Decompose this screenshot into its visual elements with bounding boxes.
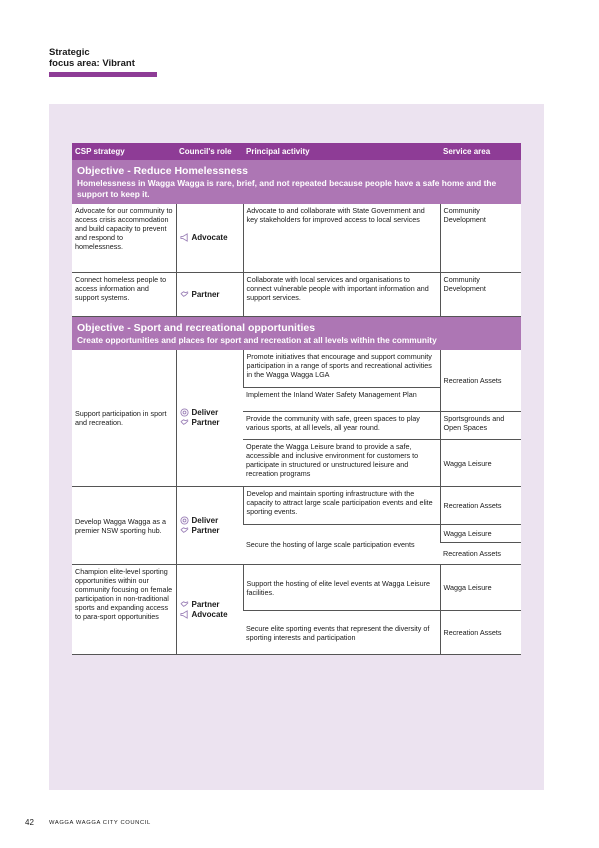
table-row <box>72 272 521 316</box>
activity-cell: Promote initiatives that encourage and support community participation in a range of sports and recreational activities in the Wagga Wagga LGA <box>243 350 440 388</box>
footer-organisation: WAGGA WAGGA CITY COUNCIL <box>49 820 151 826</box>
activity-cell: Collaborate with local services and organisations to connect vulnerable people with important information and support services. <box>243 272 440 316</box>
activity-cell: Provide the community with safe, green spaces to play various sports, at all levels, all year round. <box>243 412 440 440</box>
role-partner <box>180 526 240 535</box>
objective-cell <box>72 160 521 204</box>
service-cell: Recreation Assets <box>440 611 521 655</box>
objective-description: Homelessness in Wagga Wagga is rare, brief, and not repeated because people have a safe home and the support to keep it. <box>77 178 497 199</box>
activity-cell: Secure the hosting of large scale participation events <box>243 525 440 565</box>
header-line-1: Strategic <box>49 47 90 58</box>
role-label: Partner <box>191 289 220 299</box>
objective-description: Create opportunities and places for sport and recreation at all levels within the community <box>77 334 437 345</box>
activity-cell: Develop and maintain sporting infrastructure with the capacity to attract large scale participation events and elite sporting events. <box>243 487 440 525</box>
strategy-cell: Develop Wagga Wagga as a premier NSW sporting hub. <box>72 487 176 565</box>
role-deliver <box>180 516 240 525</box>
service-cell: Wagga Leisure <box>440 525 521 543</box>
strategy-table <box>72 143 521 655</box>
strategy-table-card <box>72 143 521 655</box>
strategy-cell: Support participation in sport and recreation. <box>72 350 176 487</box>
objective-row <box>72 316 521 350</box>
service-cell: Sportsgrounds and Open Spaces <box>440 412 521 440</box>
page-number: 42 <box>25 818 34 827</box>
role-advocate <box>180 233 240 242</box>
col-header-role: Council's role <box>176 143 243 160</box>
objective-title: Objective - Reduce Homelessness <box>77 165 248 177</box>
role-cell <box>176 487 243 565</box>
role-label: Partner <box>191 418 220 428</box>
role-label: Partner <box>191 526 220 535</box>
objective-title: Objective - Sport and recreational opportunities <box>77 321 316 334</box>
role-advocate <box>180 610 240 619</box>
table-row <box>72 487 521 525</box>
role-label: Deliver <box>191 516 219 525</box>
strategy-cell: Connect homeless people to access information and support systems. <box>72 272 176 316</box>
col-header-activity: Principal activity <box>243 143 440 160</box>
service-cell: Wagga Leisure <box>440 440 521 487</box>
megaphone-icon <box>180 610 189 619</box>
role-partner <box>180 418 240 427</box>
role-label: Advocate <box>191 610 228 619</box>
table-row <box>72 565 521 611</box>
role-label: Advocate <box>191 233 228 243</box>
handshake-icon <box>180 290 189 299</box>
role-partner <box>180 600 240 609</box>
role-cell <box>176 272 243 316</box>
table-header-row <box>72 143 521 160</box>
table-row <box>72 204 521 272</box>
section-header <box>49 47 135 69</box>
role-deliver <box>180 408 240 417</box>
service-cell: Recreation Assets <box>440 543 521 565</box>
table-row <box>72 350 521 388</box>
header-line-2: focus area: Vibrant <box>49 58 135 69</box>
activity-cell: Advocate to and collaborate with State Government and key stakeholders for improved access to local services <box>243 204 440 272</box>
activity-cell: Secure elite sporting events that represent the diversity of sporting interests and participation <box>243 611 440 655</box>
activity-cell: Implement the Inland Water Safety Management Plan <box>243 388 440 412</box>
service-cell: Wagga Leisure <box>440 565 521 611</box>
role-cell <box>176 565 243 655</box>
service-cell: Community Development <box>440 204 521 272</box>
col-header-service: Service area <box>440 143 521 160</box>
strategy-cell: Advocate for our community to access crisis accommodation and build capacity to prevent and respond to homelessness. <box>72 204 176 272</box>
strategy-cell: Champion elite-level sporting opportunities within our community focusing on female participation in non-traditional sports and expanding access to para-sport opportunities <box>72 565 176 655</box>
role-cell <box>176 204 243 272</box>
objective-cell <box>72 316 521 350</box>
handshake-icon <box>180 600 189 609</box>
service-cell: Recreation Assets <box>440 487 521 525</box>
role-cell <box>176 350 243 487</box>
handshake-icon <box>180 526 189 535</box>
col-header-strategy: CSP strategy <box>72 143 176 160</box>
target-icon <box>180 408 189 417</box>
objective-row <box>72 160 521 204</box>
service-cell: Community Development <box>440 272 521 316</box>
service-cell: Recreation Assets <box>440 350 521 412</box>
activity-cell: Operate the Wagga Leisure brand to provide a safe, accessible and inclusive environment for customers to participate in structured or unstructured leisure and recreation programs <box>243 440 440 487</box>
activity-cell: Support the hosting of elite level events at Wagga Leisure facilities. <box>243 565 440 611</box>
megaphone-icon <box>180 233 189 242</box>
role-label: Deliver <box>191 408 219 418</box>
role-label: Partner <box>191 600 220 609</box>
handshake-icon <box>180 418 189 427</box>
target-icon <box>180 516 189 525</box>
header-accent-bar <box>49 72 157 77</box>
role-partner <box>180 290 240 299</box>
